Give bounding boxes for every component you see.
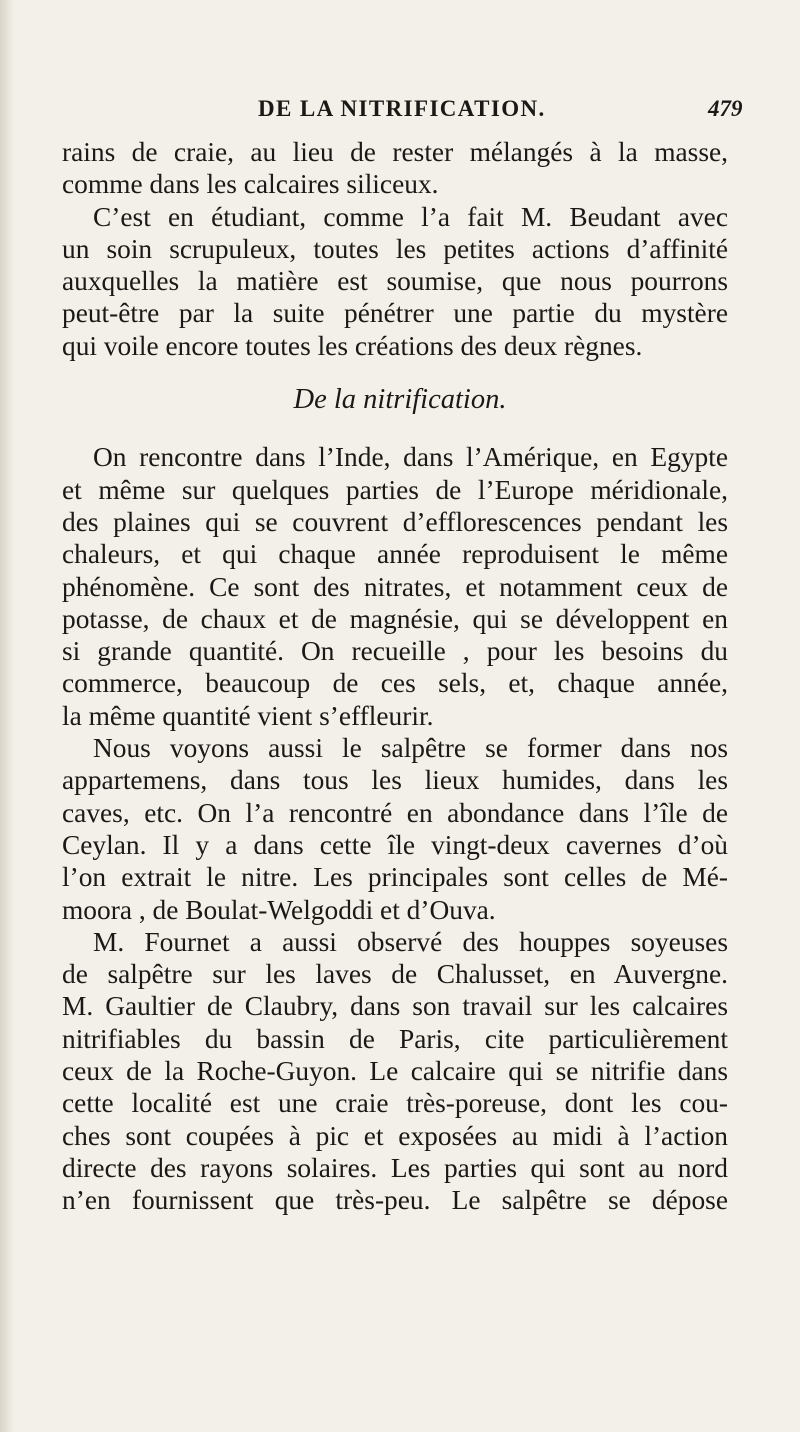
text-line: chaleurs, et qui chaque année reproduisent le même xyxy=(62,539,728,570)
text-line: potasse, de chaux et de magnésie, qui se développent en xyxy=(62,603,728,634)
text-line: phénomène. Ce sont des nitrates, et notamment ceux de xyxy=(62,571,728,602)
text-line: appartemens, dans tous les lieux humides, dans les xyxy=(62,765,728,796)
text-line: un soin scrupuleux, toutes les petites actions d’affinité xyxy=(62,233,728,264)
text-line: n’en fournissent que très-peu. Le salpêtre se dépose xyxy=(62,1185,728,1216)
text-line: M. Fournet a aussi observé des houppes soyeuses xyxy=(93,926,728,957)
text-line: caves, etc. On l’a rencontré en abondance dans l’île de xyxy=(62,797,728,828)
text-line: de salpêtre sur les laves de Chalusset, en Auvergne. xyxy=(62,959,728,990)
text-line: cette localité est une craie très-poreuse, dont les cou- xyxy=(62,1088,728,1119)
page-number: 479 xyxy=(708,96,743,121)
text-line: rains de craie, au lieu de rester mélangés à la masse, xyxy=(62,137,728,167)
text-line: Ceylan. Il y a dans cette île vingt-deux cavernes d’où xyxy=(62,829,728,860)
text-line: Nous voyons aussi le salpêtre se former dans nos xyxy=(93,733,728,764)
text-line: ceux de la Roche-Guyon. Le calcaire qui se nitrifie dans xyxy=(62,1056,728,1087)
text-line: nitrifiables du bassin de Paris, cite particulièrement xyxy=(62,1023,728,1054)
text-line: directe des rayons solaires. Les parties qui sont au nord xyxy=(62,1152,728,1183)
text-line: ches sont coupées à pic et exposées au midi à l’action xyxy=(62,1120,728,1151)
text-line: des plaines qui se couvrent d’efflorescences pendant les xyxy=(62,506,728,537)
body-text xyxy=(62,136,728,1217)
page-gutter-shadow xyxy=(0,0,14,1432)
text-line: auxquelles la matière est soumise, que nous pourrons xyxy=(62,266,728,297)
text-line: la même quantité vient s’effleurir. xyxy=(62,700,434,731)
text-line: peut-être par la suite pénétrer une partie du mystère xyxy=(62,298,728,329)
text-line: On rencontre dans l’Inde, dans l’Amérique, en Egypte xyxy=(93,442,728,473)
text-line: commerce, beaucoup de ces sels, et, chaque année, xyxy=(62,668,728,699)
text-line: l’on extrait le nitre. Les principales sont celles de Mé- xyxy=(62,862,728,893)
text-line: qui voile encore toutes les créations des deux règnes. xyxy=(62,330,643,361)
text-line: comme dans les calcaires siliceux. xyxy=(62,169,439,200)
text-line: M. Gaultier de Claubry, dans son travail sur les calcaires xyxy=(62,991,728,1022)
text-line: C’est en étudiant, comme l’a fait M. Beudant avec xyxy=(93,201,728,232)
text-line: si grande quantité. On recueille , pour les besoins du xyxy=(62,636,728,667)
running-head xyxy=(0,96,800,126)
text-line: moora , de Boulat-Welgoddi et d’Ouva. xyxy=(62,894,496,925)
running-title: DE LA NITRIFICATION. xyxy=(258,96,546,121)
section-heading: De la nitrification. xyxy=(293,384,507,416)
text-line: et même sur quelques parties de l’Europe méridionale, xyxy=(62,474,728,505)
